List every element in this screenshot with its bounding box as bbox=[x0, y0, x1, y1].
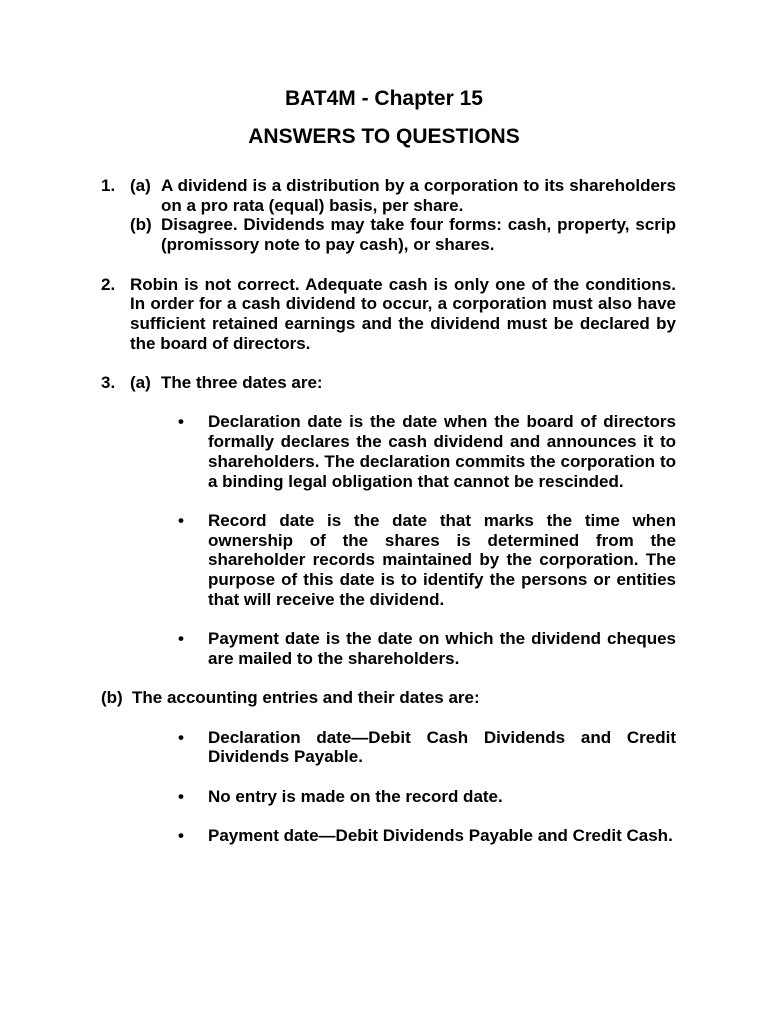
question-body bbox=[130, 176, 676, 255]
page-title: BAT4M - Chapter 15 bbox=[285, 87, 483, 110]
bullet-icon: • bbox=[178, 826, 184, 846]
bullet-icon: • bbox=[178, 786, 184, 806]
list-item-text: Payment date is the date on which the dividend cheques are mailed to the shareholders. bbox=[208, 629, 676, 668]
list-item bbox=[178, 412, 676, 491]
part-text: Disagree. Dividends may take four forms: cash, property, scrip (promissory note to pay cash), or shares. bbox=[161, 215, 676, 255]
list-item bbox=[178, 629, 676, 668]
question-text: Robin is not correct. Adequate cash is only one of the conditions. In order for a cash dividend to occur, a corporation must also have sufficient retained earnings and the dividend must be declared by the board of directors. bbox=[130, 274, 676, 353]
list-item bbox=[178, 511, 676, 610]
list-item bbox=[178, 728, 676, 767]
question-1-part-b bbox=[130, 215, 676, 254]
bullet-icon: • bbox=[178, 510, 184, 530]
part-label: (b) bbox=[130, 215, 152, 235]
bullet-icon: • bbox=[178, 412, 184, 432]
question-number: 2. bbox=[101, 274, 116, 294]
question-number: 1. bbox=[101, 176, 116, 195]
part-heading: The three dates are: bbox=[161, 373, 323, 392]
question-body bbox=[101, 373, 676, 865]
part-label: (a) bbox=[130, 373, 151, 392]
part-heading: The accounting entries and their dates are: bbox=[132, 688, 480, 708]
list-item-text: Declaration date is the date when the board of directors formally declares the cash dividend and announces it to shareholders. The declaration commits the corporation to a binding legal obligation that cannot be rescinded. bbox=[208, 412, 676, 491]
list-item-text: Declaration date—Debit Cash Dividends and Credit Dividends Payable. bbox=[208, 727, 676, 767]
question-1-part-a bbox=[130, 176, 676, 215]
list-item-text: No entry is made on the record date. bbox=[208, 786, 503, 806]
answers-list bbox=[101, 176, 676, 865]
page-subtitle: ANSWERS TO QUESTIONS bbox=[248, 125, 520, 148]
question-number: 3. bbox=[101, 373, 116, 392]
part-label: (b) bbox=[101, 688, 123, 708]
bullet-icon: • bbox=[178, 727, 184, 747]
part-text: A dividend is a distribution by a corporation to its shareholders on a pro rata (equal) basis, per share. bbox=[161, 176, 676, 215]
question-3 bbox=[101, 373, 676, 865]
list-item bbox=[178, 787, 676, 807]
question-2 bbox=[101, 275, 676, 354]
list-item bbox=[178, 826, 676, 846]
question-3-part-b-heading bbox=[101, 688, 676, 708]
list-item-text: Record date is the date that marks the time when ownership of the shares is determined from the shareholder records maintained by the corporation. The purpose of this date is to identify the persons or entities that will receive the dividend. bbox=[208, 510, 676, 609]
part-label: (a) bbox=[130, 176, 151, 195]
list-item-text: Payment date—Debit Dividends Payable and Credit Cash. bbox=[208, 826, 673, 846]
question-1 bbox=[101, 176, 676, 255]
bullet-icon: • bbox=[178, 629, 184, 649]
question-3-part-a-heading bbox=[130, 373, 676, 393]
